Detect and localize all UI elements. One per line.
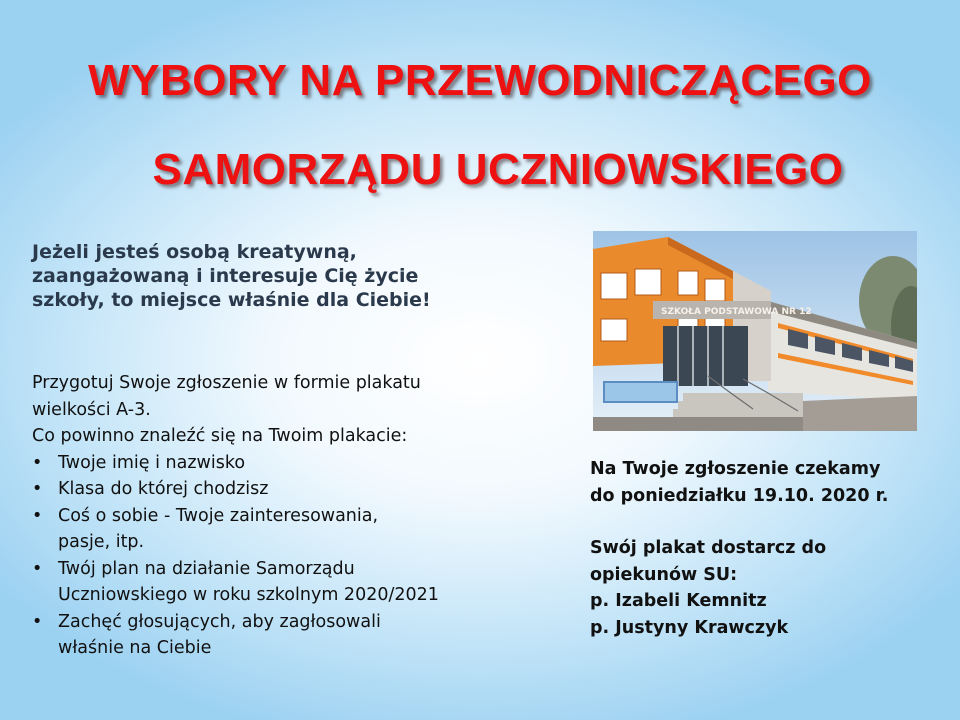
list-item-text: • Zachęć głosujących, aby zagłosowali (58, 611, 381, 632)
instructions-line: Co powinno znaleźć się na Twoim plakacie: (32, 426, 408, 446)
list-item-text: Uczniowskiego w roku szkolnym 2020/2021 (58, 585, 439, 605)
intro-line: Jeżeli jesteś osobą kreatywną, (32, 241, 357, 263)
delivery-line: p. Izabeli Kemnitz (590, 591, 767, 611)
list-item-text: właśnie na Ciebie (58, 638, 212, 658)
page-title-line-1: WYBORY NA PRZEWODNICZĄCEGO (88, 56, 872, 105)
intro-paragraph (32, 240, 552, 312)
intro-line: szkoły, to miejsce właśnie dla Ciebie! (32, 289, 431, 311)
list-item-text: • Twoje imię i nazwisko (58, 452, 246, 473)
school-sign-text: SZKOŁA PODSTAWOWA NR 12 (661, 307, 812, 317)
school-building-photo (593, 231, 917, 431)
list-item (32, 450, 572, 477)
list-item-text: • Coś o sobie - Twoje zainteresowania, (58, 505, 379, 526)
instructions-line: Przygotuj Swoje zgłoszenie w formie plakatu (32, 373, 421, 393)
poster-requirements-list (32, 450, 572, 662)
list-item (32, 609, 572, 662)
intro-line: zaangażowaną i interesuje Cię życie (32, 265, 419, 287)
submission-info (590, 456, 950, 641)
deadline-line: Na Twoje zgłoszenie czekamy (590, 459, 881, 479)
list-item-text: • Klasa do której chodzisz (58, 479, 269, 499)
delivery-line: p. Justyny Krawczyk (590, 617, 789, 638)
spacer (590, 509, 950, 535)
instructions-line: wielkości A-3. (32, 399, 151, 420)
list-item (32, 503, 572, 556)
page-title-line-2: SAMORZĄDU UCZNIOWSKIEGO (152, 145, 844, 194)
delivery-line: Swój plakat dostarcz do (590, 538, 827, 558)
list-item-text: pasje, itp. (58, 532, 145, 552)
list-item (32, 556, 572, 609)
list-item-text: • Twój plan na działanie Samorządu (58, 558, 355, 579)
list-item (32, 476, 572, 503)
delivery-line: opiekunów SU: (590, 564, 738, 585)
deadline-line: do poniedziałku 19.10. 2020 r. (590, 485, 889, 506)
instructions-block (32, 370, 572, 662)
